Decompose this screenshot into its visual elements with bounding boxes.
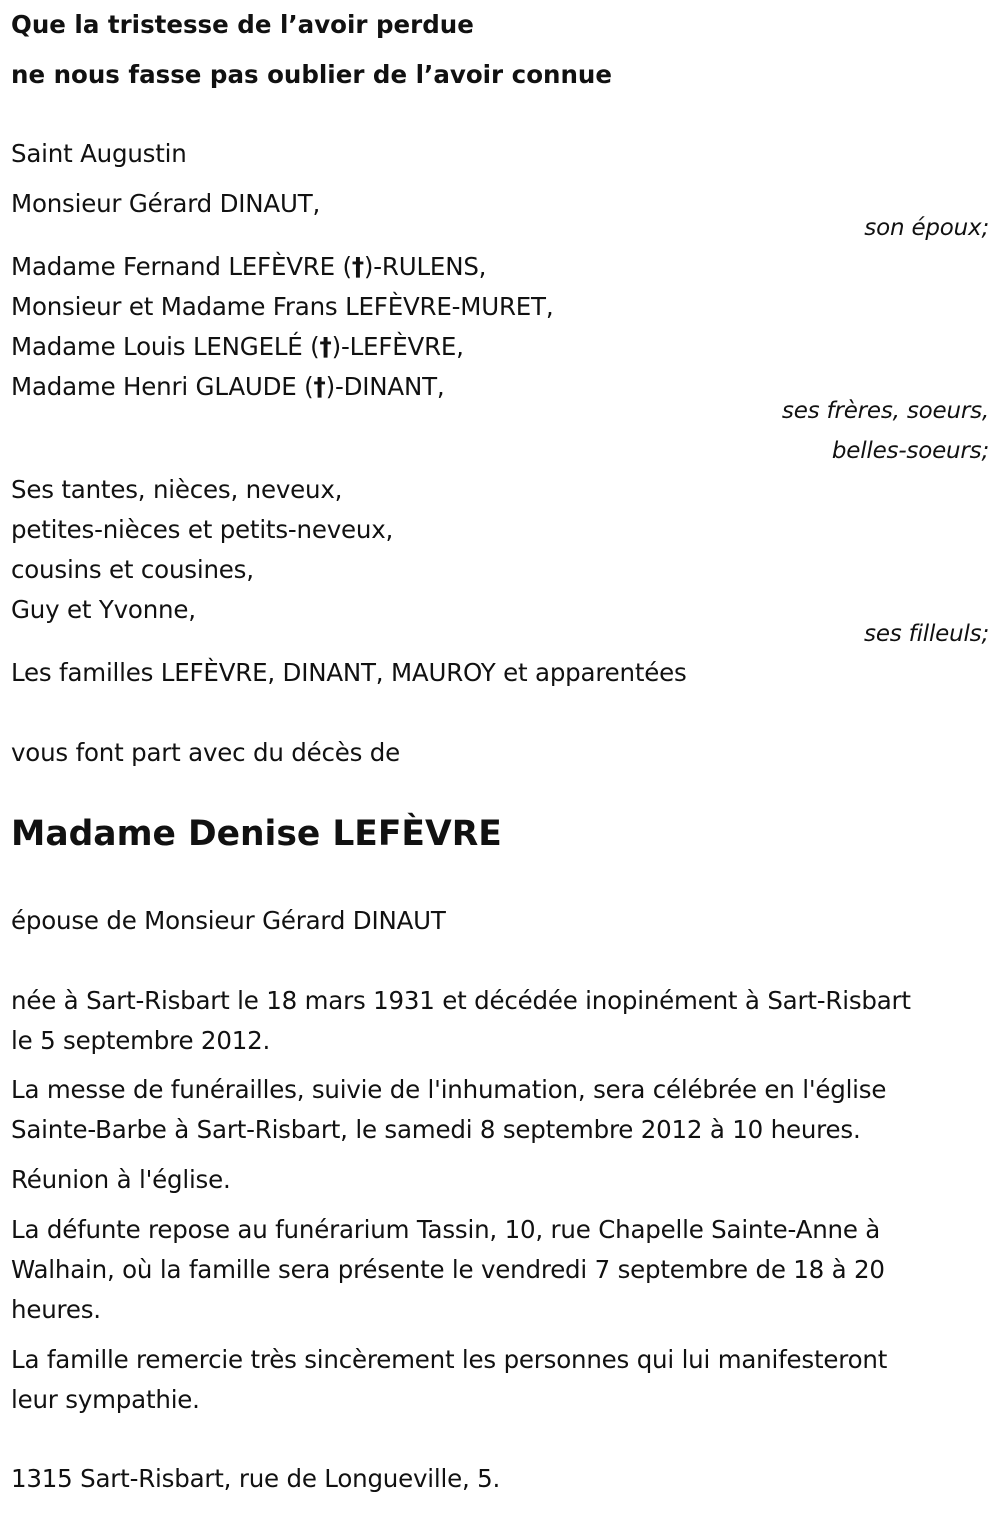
birth-death-line-2: le 5 septembre 2012. [11,1026,271,1055]
sibling-line: Madame Fernand LEFÈVRE (†)-RULENS, [11,252,487,281]
families-line: Les familles LEFÈVRE, DINANT, MAUROY et apparentées [11,658,687,687]
address: 1315 Sart-Risbart, rue de Longueville, 5. [11,1464,501,1493]
relatives-line: Guy et Yvonne, [11,595,196,624]
relatives-line: cousins et cousines, [11,555,254,584]
repose-line-2: Walhain, où la famille sera présente le vendredi 7 septembre de 18 à 20 [11,1255,885,1284]
quote-author: Saint Augustin [11,139,187,168]
cross-icon: † [351,252,364,281]
meeting-line: Réunion à l'église. [11,1165,231,1194]
godchildren-relation: ses filleuls; [864,621,989,647]
spouse-of: épouse de Monsieur Gérard DINAUT [11,906,446,935]
funeral-line-1: La messe de funérailles, suivie de l'inhumation, sera célébrée en l'église [11,1075,887,1104]
relatives-line: Ses tantes, nièces, neveux, [11,475,343,504]
announcement: vous font part avec du décès de [11,738,400,767]
spouse-name: Monsieur Gérard DINAUT, [11,189,321,218]
repose-line-1: La défunte repose au funérarium Tassin, 10, rue Chapelle Sainte-Anne à [11,1215,881,1244]
relatives-line: petites-nièces et petits-neveux, [11,515,394,544]
sibling-line: Madame Henri GLAUDE (†)-DINANT, [11,372,445,401]
siblings-relation-line-2: belles-soeurs; [831,438,989,464]
cross-icon: † [319,332,332,361]
deceased-name: Madame Denise LEFÈVRE [11,814,502,854]
quote-line-1: Que la tristesse de l’avoir perdue [11,10,474,39]
spouse-relation: son époux; [864,215,989,241]
repose-line-3: heures. [11,1295,101,1324]
funeral-line-2: Sainte-Barbe à Sart-Risbart, le samedi 8 septembre 2012 à 10 heures. [11,1115,861,1144]
quote-line-2: ne nous fasse pas oublier de l’avoir connue [11,60,612,89]
siblings-relation-line-1: ses frères, soeurs, [781,398,989,424]
sibling-line: Madame Louis LENGELÉ (†)-LEFÈVRE, [11,332,464,361]
birth-death-line-1: née à Sart-Risbart le 18 mars 1931 et décédée inopinément à Sart-Risbart [11,986,911,1015]
sibling-line: Monsieur et Madame Frans LEFÈVRE-MURET, [11,292,554,321]
cross-icon: † [313,372,326,401]
thanks-line-2: leur sympathie. [11,1385,200,1414]
thanks-line-1: La famille remercie très sincèrement les personnes qui lui manifesteront [11,1345,888,1374]
